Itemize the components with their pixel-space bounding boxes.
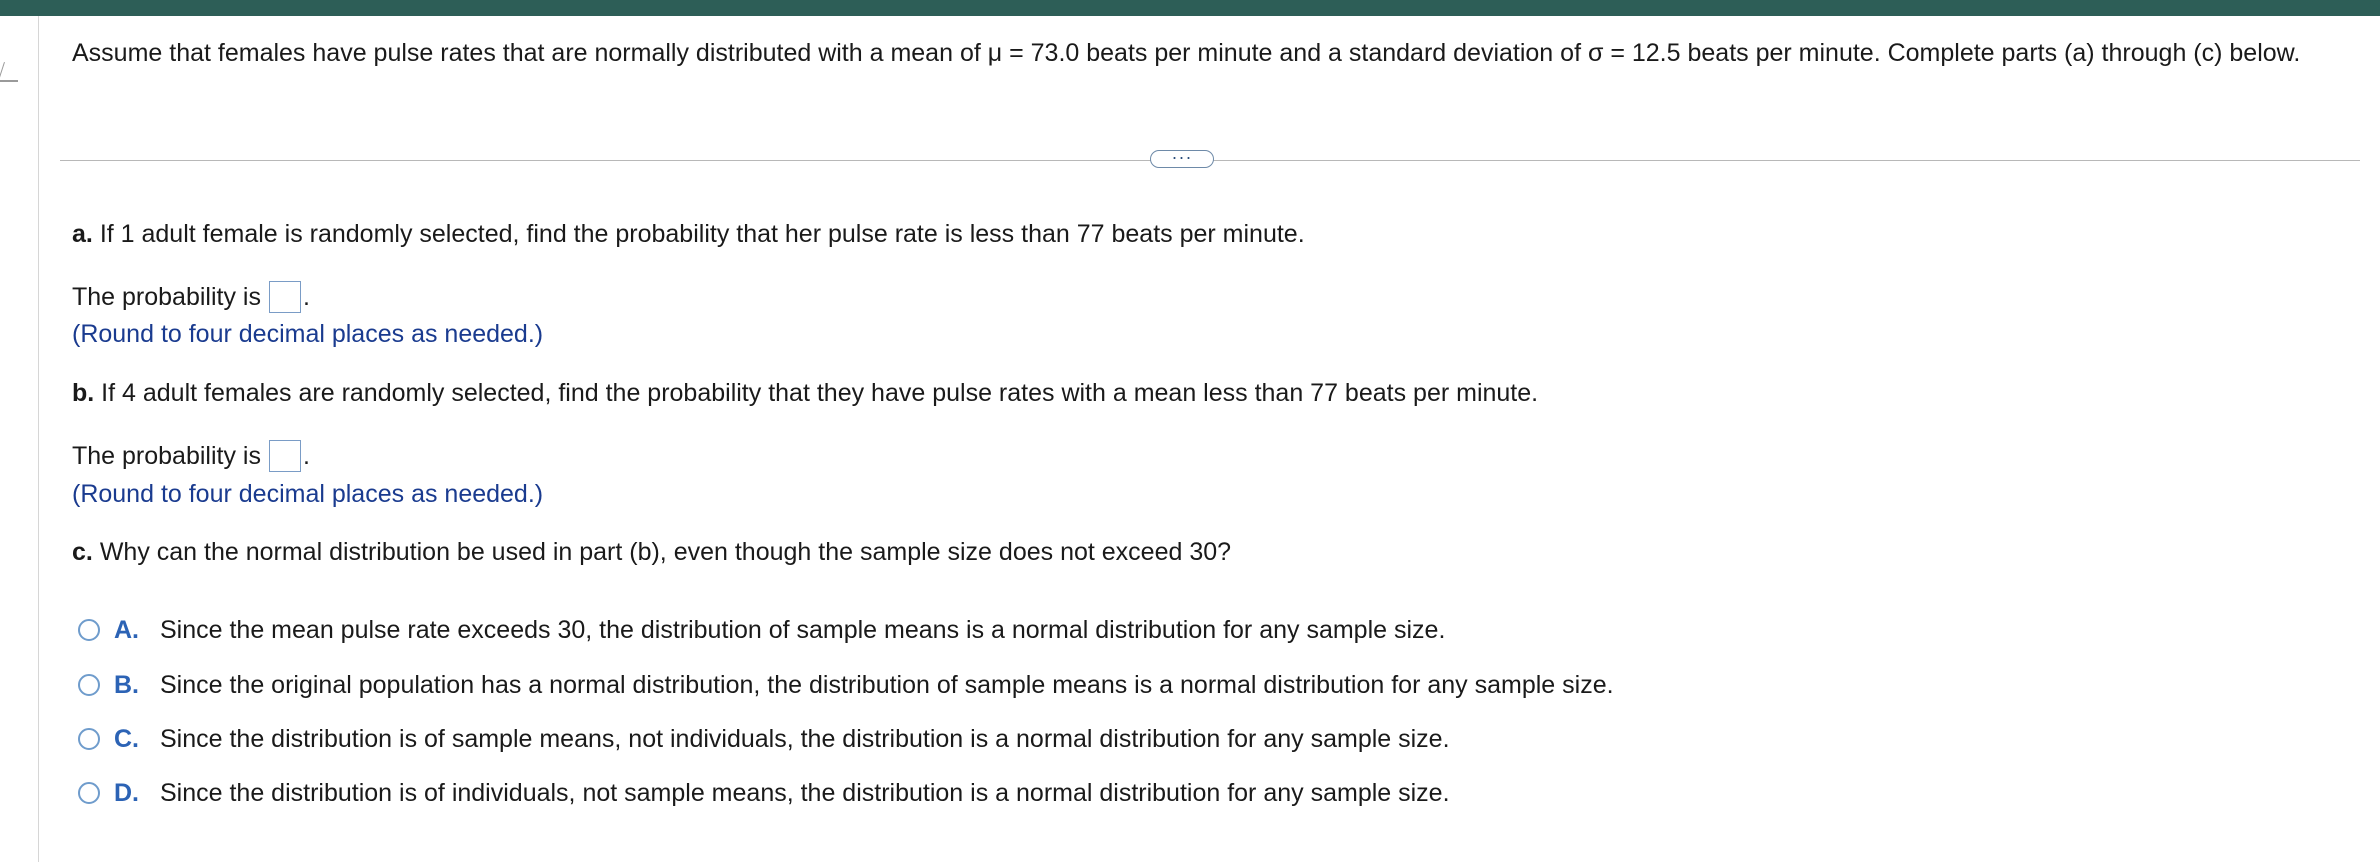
choice-d-letter: D. xyxy=(114,779,139,807)
choice-d-radio[interactable] xyxy=(78,782,100,804)
part-c-label: c. xyxy=(72,538,93,566)
part-b-label: b. xyxy=(72,379,95,407)
part-b-answer-prefix: The probability is xyxy=(72,442,261,470)
part-a-answer-prefix: The probability is xyxy=(72,283,261,311)
part-b-answer-suffix: . xyxy=(302,442,310,470)
choice-c-text: Since the distribution is of sample means, not individuals, the distribution is a normal distribution for any sample size. xyxy=(160,725,1450,753)
part-a-answer-line xyxy=(72,280,310,314)
choice-b-radio[interactable] xyxy=(78,674,100,696)
choice-b-text: Since the original population has a normal distribution, the distribution of sample means is a normal distribution for any sample size. xyxy=(160,671,1614,699)
part-a-prompt xyxy=(72,217,1305,251)
choice-b[interactable] xyxy=(78,668,1614,702)
side-collapse-icon[interactable] xyxy=(0,58,22,98)
side-collapse-icon-bar xyxy=(0,80,18,82)
choice-a[interactable] xyxy=(78,613,1445,647)
part-b-answer-line xyxy=(72,439,310,473)
top-bar xyxy=(0,0,2380,16)
choice-d-text: Since the distribution is of individuals, not sample means, the distribution is a normal distribution for any sample size. xyxy=(160,779,1450,807)
choice-a-text: Since the mean pulse rate exceeds 30, the distribution of sample means is a normal distribution for any sample size. xyxy=(160,616,1446,644)
more-options-button[interactable]: ··· xyxy=(1150,150,1214,168)
part-b-answer-input[interactable] xyxy=(269,440,301,472)
choice-d[interactable] xyxy=(78,776,1450,810)
choice-c-radio[interactable] xyxy=(78,728,100,750)
question-intro-block xyxy=(72,36,2332,70)
question-intro: Assume that females have pulse rates that are normally distributed with a mean of μ = 73.0 beats per minute and a standard deviation of σ = 12.5 beats per minute. Complete parts (a) through (c) below. xyxy=(72,39,2301,67)
part-a-label: a. xyxy=(72,220,93,248)
choice-a-letter: A. xyxy=(114,616,139,644)
choice-b-letter: B. xyxy=(114,671,139,699)
part-c-prompt xyxy=(72,535,1231,569)
part-a-answer-input[interactable] xyxy=(269,281,301,313)
side-collapse-icon-stroke xyxy=(0,62,5,93)
choice-a-radio[interactable] xyxy=(78,619,100,641)
part-a-text: If 1 adult female is randomly selected, find the probability that her pulse rate is less than 77 beats per minute. xyxy=(99,220,1305,248)
part-a-round-note: (Round to four decimal places as needed.) xyxy=(72,320,544,348)
part-b-text: If 4 adult females are randomly selected, find the probability that they have pulse rates with a mean less than 77 beats per minute. xyxy=(101,379,1539,407)
part-b-round-note: (Round to four decimal places as needed.) xyxy=(72,480,544,508)
part-a-answer-suffix: . xyxy=(302,283,310,311)
choice-c[interactable] xyxy=(78,722,1450,756)
section-divider xyxy=(60,147,2360,172)
part-c-text: Why can the normal distribution be used in part (b), even though the sample size does not exceed 30? xyxy=(99,538,1232,566)
part-b-prompt xyxy=(72,376,1538,410)
choice-c-letter: C. xyxy=(114,725,139,753)
left-rail-divider xyxy=(38,16,39,862)
